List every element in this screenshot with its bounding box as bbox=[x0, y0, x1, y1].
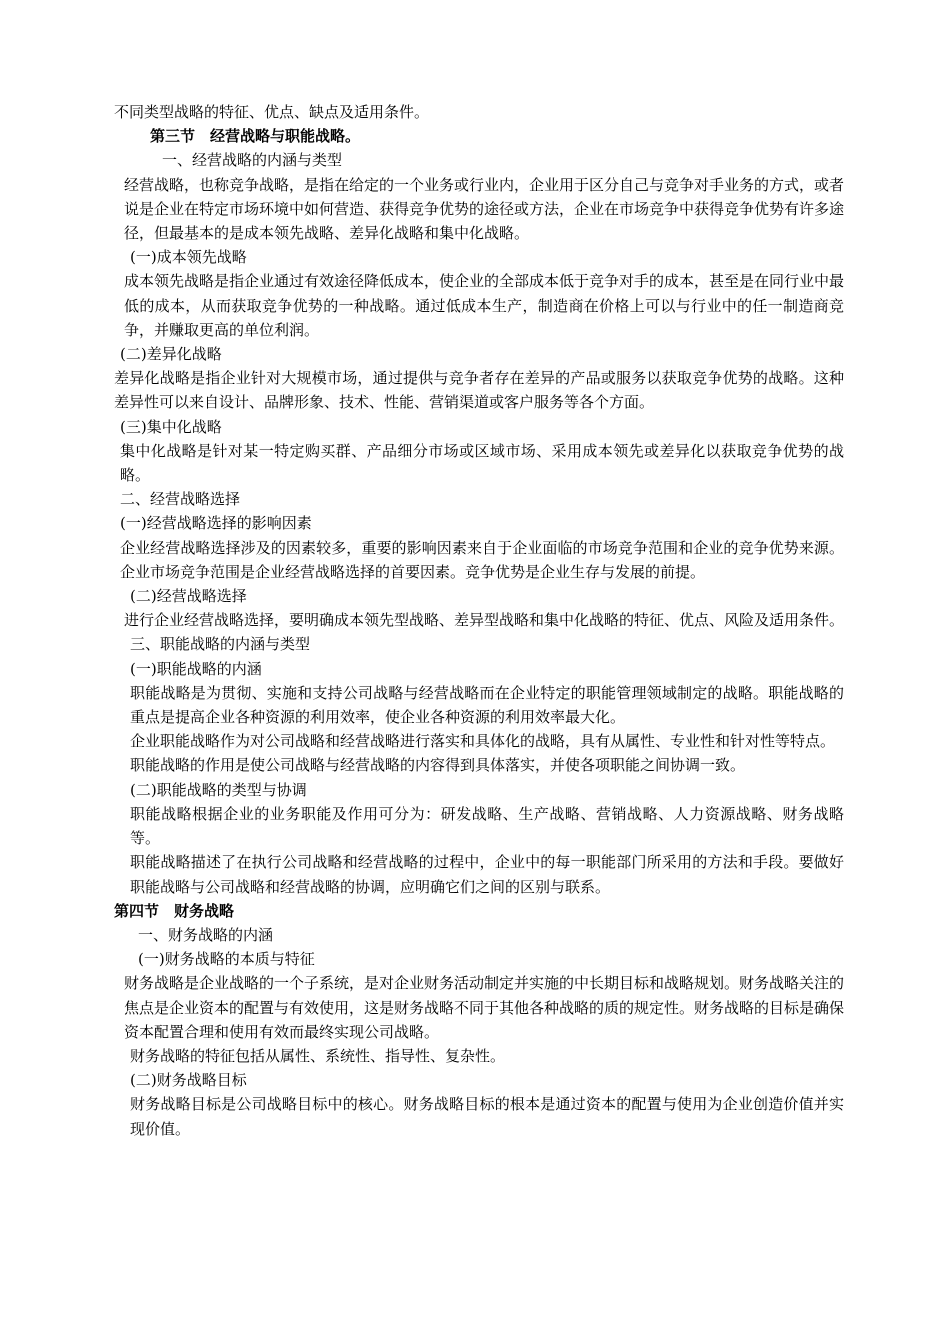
subheading: 二、经营战略选择 bbox=[120, 490, 241, 509]
paragraph: 集中化战略是针对某一特定购买群、产品细分市场或区域市场、采用成本领先或差异化以获取竞争优势的战略。 bbox=[120, 441, 844, 485]
paragraph: 财务战略的特征包括从属性、系统性、指导性、复杂性。 bbox=[130, 1046, 506, 1065]
paragraph: 经营战略，也称竞争战略，是指在给定的一个业务或行业内，企业用于区分自己与竞争对手业务的方式，或者说是企业在特定市场环境中如何营造、获得竞争优势的途径或方法，企业在市场竞争中获得竞争优势有许多途径，但最基本的是成本领先战略、差异化战略和集中化战略。 bbox=[124, 175, 845, 243]
paragraph: 职能战略的作用是使公司战略与经营战略的内容得到具体落实，并使各项职能之间协调一致。 bbox=[130, 756, 746, 775]
paragraph: 职能战略描述了在执行公司战略和经营战略的过程中，企业中的每一职能部门所采用的方法和手段。要做好职能战略与公司战略和经营战略的协调，应明确它们之间的区别与联系。 bbox=[130, 853, 844, 896]
paragraph: 进行企业经营战略选择，要明确成本领先型战略、差异型战略和集中化战略的特征、优点、风险及适用条件。 bbox=[124, 611, 845, 630]
subheading: (二)差异化战略 bbox=[120, 345, 222, 364]
paragraph: 企业职能战略作为对公司战略和经营战略进行落实和具体化的战略，具有从属性、专业性和针对性等特点。 bbox=[130, 732, 836, 751]
paragraph: 职能战略是为贯彻、实施和支持公司战略与经营战略而在企业特定的职能管理领域制定的战略。职能战略的重点是提高企业各种资源的利用效率，使企业各种资源的利用效率最大化。 bbox=[130, 683, 844, 727]
paragraph: 成本领先战略是指企业通过有效途径降低成本，使企业的全部成本低于竞争对手的成本，甚至是在同行业中最低的成本，从而获取竞争优势的一种战略。通过低成本生产，制造商在价格上可以与行业中的任一制造商竞争，并赚取更高的单位利润。 bbox=[124, 272, 845, 339]
subheading: (二)经营战略选择 bbox=[130, 587, 247, 606]
section-heading-3: 第三节 经营战略与职能战略。 bbox=[150, 127, 361, 146]
subheading: (三)集中化战略 bbox=[120, 417, 222, 436]
paragraph: 财务战略目标是公司战略目标中的核心。财务战略目标的根本是通过资本的配置与使用为企业创造价值并实现价值。 bbox=[130, 1095, 844, 1138]
subheading: (一)经营战略选择的影响因素 bbox=[120, 514, 312, 533]
subheading: (二)财务战略目标 bbox=[130, 1071, 247, 1090]
subheading: 一、财务战略的内涵 bbox=[138, 925, 274, 944]
subheading: 一、经营战略的内涵与类型 bbox=[162, 151, 343, 170]
subheading: (二)职能战略的类型与协调 bbox=[130, 780, 307, 799]
paragraph: 企业经营战略选择涉及的因素较多，重要的影响因素来自于企业面临的市场竞争范围和企业的竞争优势来源。企业市场竞争范围是企业经营战略选择的首要因素。竞争优势是企业生存与发展的前提。 bbox=[120, 538, 844, 581]
paragraph: 不同类型战略的特征、优点、缺点及适用条件。 bbox=[114, 103, 430, 121]
paragraph: 差异化战略是指企业针对大规模市场，通过提供与竞争者存在差异的产品或服务以获取竞争优势的战略。这种差异性可以来自设计、品牌形象、技术、性能、营销渠道或客户服务等各个方面。 bbox=[114, 369, 844, 412]
subheading: 三、职能战略的内涵与类型 bbox=[130, 635, 311, 654]
section-heading-4: 第四节 财务战略 bbox=[114, 901, 235, 920]
subheading: (一)职能战略的内涵 bbox=[130, 659, 262, 678]
paragraph: 财务战略是企业战略的一个子系统，是对企业财务活动制定并实施的中长期目标和战略规划。财务战略关注的焦点是企业资本的配置与有效使用，这是财务战略不同于其他各种战略的质的规定性。财务战略的目标是确保资本配置合理和使用有效而最终实现公司战略。 bbox=[124, 974, 845, 1041]
paragraph: 职能战略根据企业的业务职能及作用可分为：研发战略、生产战略、营销战略、人力资源战略、财务战略等。 bbox=[130, 804, 844, 848]
subheading: (一)财务战略的本质与特征 bbox=[138, 950, 315, 969]
subheading: (一)成本领先战略 bbox=[130, 248, 247, 267]
document-page bbox=[114, 100, 844, 1141]
